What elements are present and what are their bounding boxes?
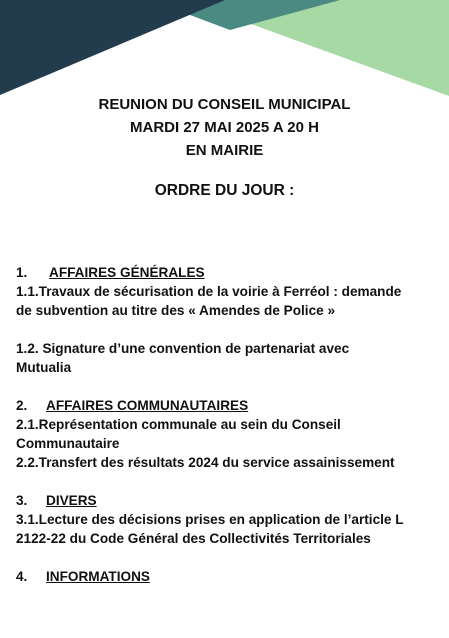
section-heading-1 [16,263,436,282]
agenda-item-2-2 [16,453,436,472]
agenda-item-2-1 [16,415,436,453]
section-number: 2. [16,398,28,413]
item-text-line: 3.1.Lecture des décisions prises en application de l’article L [16,512,404,527]
item-text-line: de subvention au titre des « Amendes de Police » [16,303,336,318]
agenda-item-1-1 [16,282,436,320]
item-text-line: 2.2.Transfert des résultats 2024 du service assainissement [16,455,395,470]
agenda-heading: ORDRE DU JOUR : [154,182,295,199]
section-title: INFORMATIONS [46,569,150,584]
section-heading-3 [16,491,436,510]
section-title: AFFAIRES GÉNÉRALES [49,265,205,280]
item-text-line: Communautaire [16,436,120,451]
section-title: AFFAIRES COMMUNAUTAIRES [46,398,249,413]
title-line-2: MARDI 27 MAI 2025 A 20 H [130,119,319,136]
decorative-banner [0,0,449,100]
banner-navy-shape [0,0,225,95]
item-text-line: 2122-22 du Code Général des Collectivités Territoriales [16,531,371,546]
section-number: 1. [16,265,28,280]
title-line-1: REUNION DU CONSEIL MUNICIPAL [98,96,351,113]
title-line-3: EN MAIRIE [185,142,264,159]
section-heading-4 [16,567,436,586]
item-text-line: Mutualia [16,360,72,375]
section-number: 4. [16,569,28,584]
meeting-title [0,93,449,162]
agenda-list [16,263,436,586]
agenda-item-1-2 [16,339,436,377]
item-text-line: 1.2. Signature d’une convention de partenariat avec [16,341,350,356]
section-number: 3. [16,493,28,508]
item-text-line: 1.1.Travaux de sécurisation de la voirie à Ferréol : demande [16,284,402,299]
section-title: DIVERS [46,493,97,508]
agenda-item-3-1 [16,510,436,548]
section-heading-2 [16,396,436,415]
item-text-line: 2.1.Représentation communale au sein du Conseil [16,417,341,432]
